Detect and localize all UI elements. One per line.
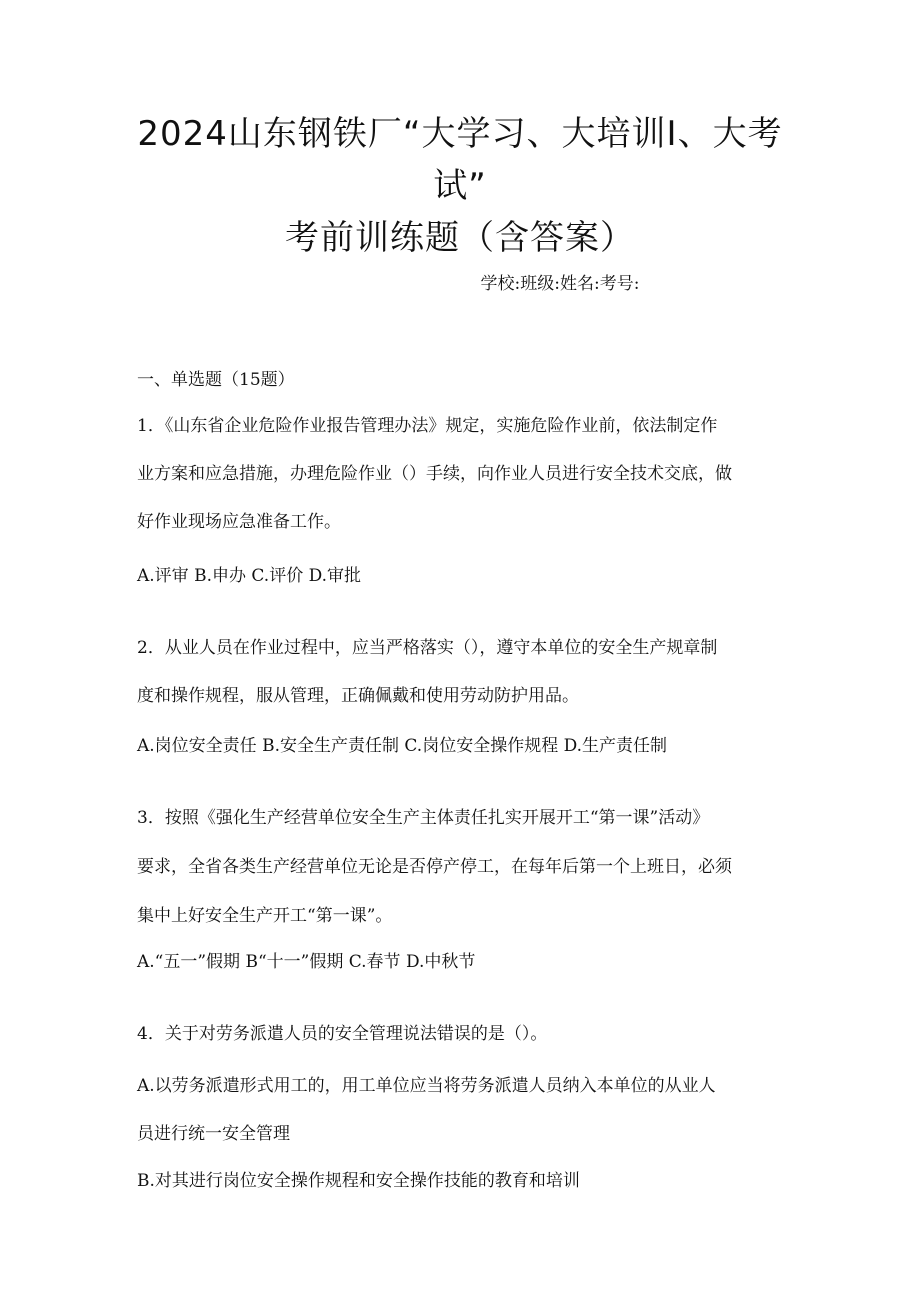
document-title-line-1: 2024山东钢铁厂“大学习、大培训I、大考 bbox=[137, 114, 783, 154]
question-1-line-3: 好作业现场应急准备工作。 bbox=[137, 512, 341, 532]
question-3-line-1: 3．按照《强化生产经营单位安全生产主体责任扎实开展开工“第一课”活动》 bbox=[137, 808, 710, 828]
document-title-line-2: 试” bbox=[433, 166, 487, 206]
document-subtitle: 考前训练题（含答案） bbox=[285, 218, 635, 258]
question-2-line-2: 度和操作规程，服从管理，正确佩戴和使用劳动防护用品。 bbox=[137, 686, 579, 706]
question-2-options: A.岗位安全责任 B.安全生产责任制 C.岗位安全操作规程 D.生产责任制 bbox=[137, 736, 668, 756]
question-1-line-1: 1．《山东省企业危险作业报告管理办法》规定，实施危险作业前，依法制定作 bbox=[137, 416, 718, 436]
section-heading: 一、单选题（15题） bbox=[137, 370, 295, 390]
question-1-line-2: 业方案和应急措施，办理危险作业（）手续，向作业人员进行安全技术交底，做 bbox=[137, 464, 732, 484]
question-4-line-1: 4．关于对劳务派遣人员的安全管理说法错误的是（）。 bbox=[137, 1024, 548, 1044]
question-4-option-a-line-1: A.以劳务派遣形式用工的，用工单位应当将劳务派遣人员纳入本单位的从业人 bbox=[137, 1076, 716, 1096]
question-3-line-3: 集中上好安全生产开工“第一课”。 bbox=[137, 906, 393, 926]
question-4-option-a-line-2: 员进行统一安全管理 bbox=[137, 1124, 290, 1144]
question-3-line-2: 要求，全省各类生产经营单位无论是否停产停工，在每年后第一个上班日，必须 bbox=[137, 857, 732, 877]
student-info-line bbox=[0, 272, 920, 296]
student-info-text: 学校:班级:姓名:考号: bbox=[480, 274, 640, 294]
question-1-options: A.评审 B.申办 C.评价 D.审批 bbox=[137, 566, 362, 586]
question-3-options: A.“五一”假期 B“十一”假期 C.春节 D.中秋节 bbox=[137, 952, 476, 972]
question-4-option-b: B.对其进行岗位安全操作规程和安全操作技能的教育和培训 bbox=[137, 1171, 580, 1191]
question-2-line-1: 2．从业人员在作业过程中，应当严格落实（），遵守本单位的安全生产规章制 bbox=[137, 638, 718, 658]
